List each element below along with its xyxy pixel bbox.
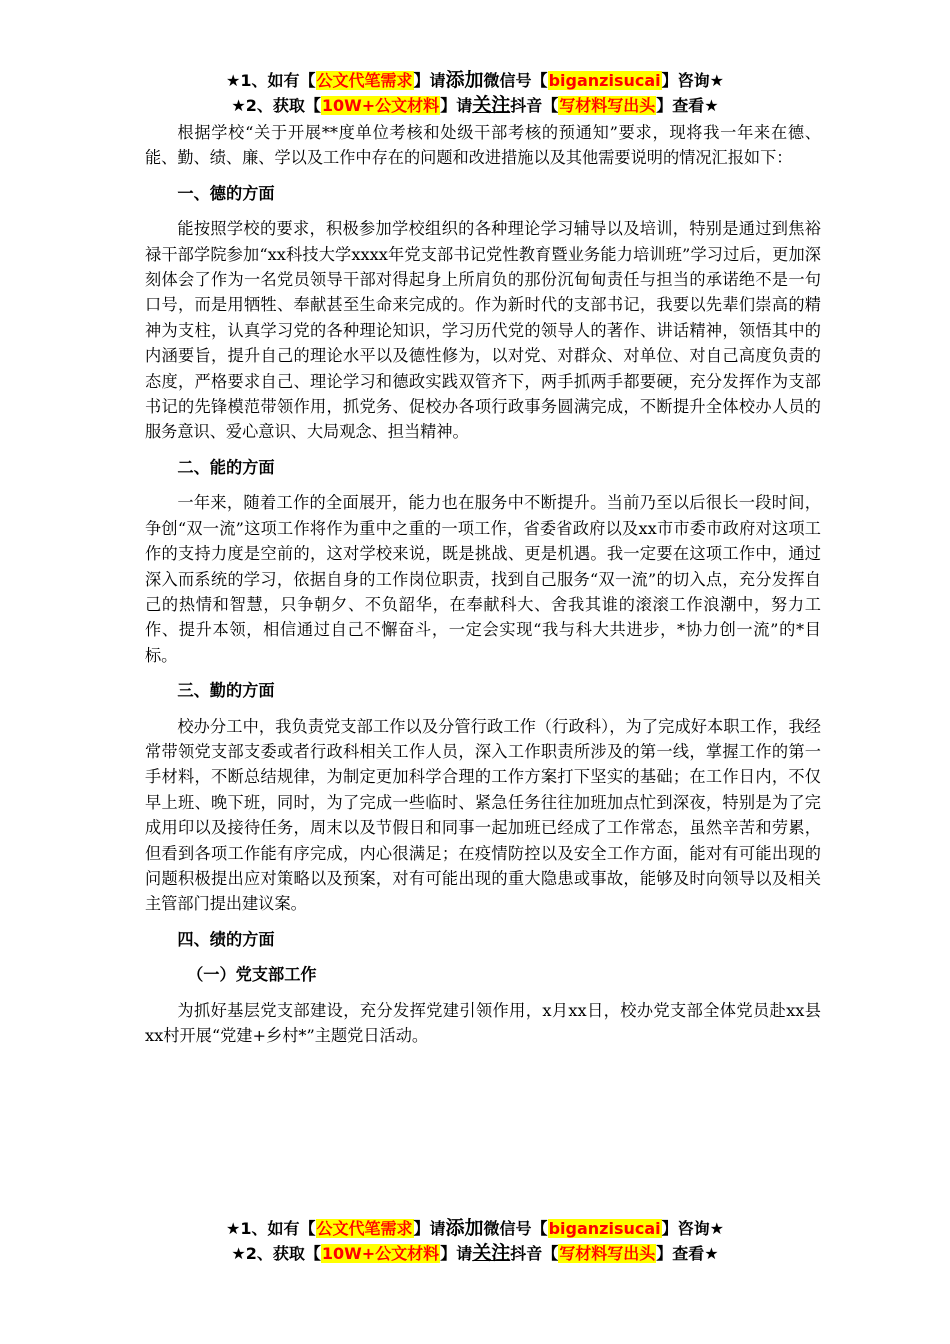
promo-highlight: 写材料写出头	[559, 1244, 656, 1263]
promo-emphasis: 关注	[472, 1242, 511, 1264]
promo-line-1	[0, 1216, 950, 1241]
intro-paragraph: 根据学校“关于开展**度单位考核和处级干部考核的预通知”要求，现将我一年来在德、能、勤、绩、廉、学以及工作中存在的问题和改进措施以及其他需要说明的情况汇报如下：	[145, 123, 821, 168]
section-heading-qin: 三、勤的方面	[177, 681, 275, 701]
document-body	[145, 120, 821, 1048]
promo-line-1	[0, 68, 950, 93]
section-body-neng: 一年来，随着工作的全面展开，能力也在服务中不断提升。当前乃至以后很长一段时间，争创“双一流”这项工作将作为重中之重的一项工作，省委省政府以及xx市市委市政府对这项工作的支持力度是空前的，这对学校来说，既是挑战、更是机遇。我一定要在这项工作中，通过深入而系统的学习，依据自身的工作岗位职责，找到自己服务“双一流”的切入点，充分发挥自己的热情和智慧，只争朝夕、不负韶华，在奉献科大、舍我其谁的滚滚工作浪潮中，努力工作、提升本领，相信通过自己不懈奋斗，一定会实现“我与科大共进步，*协力创一流”的*目标。	[145, 493, 821, 665]
promo-text: ★2、获取【	[231, 1244, 321, 1263]
promo-text: 】查看★	[656, 96, 719, 115]
promo-highlight: 10W+公文材料	[321, 96, 440, 115]
promo-highlight: 10W+公文材料	[321, 1244, 440, 1263]
promo-text: 】请	[440, 1244, 473, 1263]
promo-text: 】请	[440, 96, 473, 115]
promo-header	[0, 68, 950, 118]
subsection-heading-party-branch: （一）党支部工作	[187, 965, 317, 985]
promo-text: 】请	[413, 71, 446, 90]
promo-text: ★1、如有【	[226, 71, 316, 90]
promo-footer	[0, 1216, 950, 1266]
promo-text: ★2、获取【	[231, 96, 321, 115]
promo-text: 抖音【	[510, 96, 559, 115]
promo-text: 微信号【	[483, 1219, 548, 1238]
promo-highlight: 公文代笔需求	[316, 71, 413, 90]
promo-emphasis: 关注	[472, 94, 511, 116]
section-heading-ji: 四、绩的方面	[177, 929, 275, 949]
promo-highlight: biganzisucai	[548, 1219, 661, 1238]
promo-text: 】请	[413, 1219, 446, 1238]
promo-text: 】咨询★	[661, 71, 724, 90]
promo-highlight: biganzisucai	[548, 71, 661, 90]
promo-text: 】查看★	[656, 1244, 719, 1263]
promo-emphasis: 添加	[445, 69, 484, 91]
section-heading-neng: 二、能的方面	[177, 457, 275, 477]
promo-highlight: 写材料写出头	[559, 96, 656, 115]
promo-text: 微信号【	[483, 71, 548, 90]
promo-line-2	[0, 1241, 950, 1266]
promo-text: 抖音【	[510, 1244, 559, 1263]
subsection-body-party-branch: 为抓好基层党支部建设，充分发挥党建引领作用，x月xx日，校办党支部全体党员赴xx县xx村开展“党建+乡村*”主题党日活动。	[145, 1000, 821, 1045]
promo-text: 】咨询★	[661, 1219, 724, 1238]
section-body-de: 能按照学校的要求，积极参加学校组织的各种理论学习辅导以及培训，特别是通过到焦裕禄干部学院参加“xx科技大学xxxx年党支部书记党性教育暨业务能力培训班”学习过后，更加深刻体会了作为一名党员领导干部对得起身上所肩负的那份沉甸甸责任与担当的承诺绝不是一句口号，而是用牺牲、奉献甚至生命来完成的。作为新时代的支部书记，我要以先辈们崇高的精神为支柱，认真学习党的各种理论知识，学习历代党的领导人的著作、讲话精神，领悟其中的内涵要旨，提升自己的理论水平以及德性修为，以对党、对群众、对单位、对自己高度负责的态度，严格要求自己、理论学习和德政实践双管齐下，两手抓两手都要硬，充分发挥作为支部书记的先锋模范带领作用，抓党务、促校办各项行政事务圆满完成，不断提升全体校办人员的服务意识、爱心意识、大局观念、担当精神。	[145, 219, 821, 442]
promo-text: ★1、如有【	[226, 1219, 316, 1238]
promo-highlight: 公文代笔需求	[316, 1219, 413, 1238]
promo-line-2	[0, 93, 950, 118]
section-heading-de: 一、德的方面	[177, 183, 275, 203]
promo-emphasis: 添加	[445, 1217, 484, 1239]
section-body-qin: 校办分工中，我负责党支部工作以及分管行政工作（行政科），为了完成好本职工作，我经常带领党支部支委或者行政科相关工作人员，深入工作职责所涉及的第一线，掌握工作的第一手材料，不断总结规律，为制定更加科学合理的工作方案打下坚实的基础；在工作日内，不仅早上班、晚下班，同时，为了完成一些临时、紧急任务往往加班加点忙到深夜，特别是为了完成用印以及接待任务，周末以及节假日和同事一起加班已经成了工作常态，虽然辛苦和劳累，但看到各项工作能有序完成，内心很满足；在疫情防控以及安全工作方面，能对有可能出现的问题积极提出应对策略以及预案，对有可能出现的重大隐患或事故，能够及时向领导以及相关主管部门提出建议案。	[145, 716, 821, 914]
